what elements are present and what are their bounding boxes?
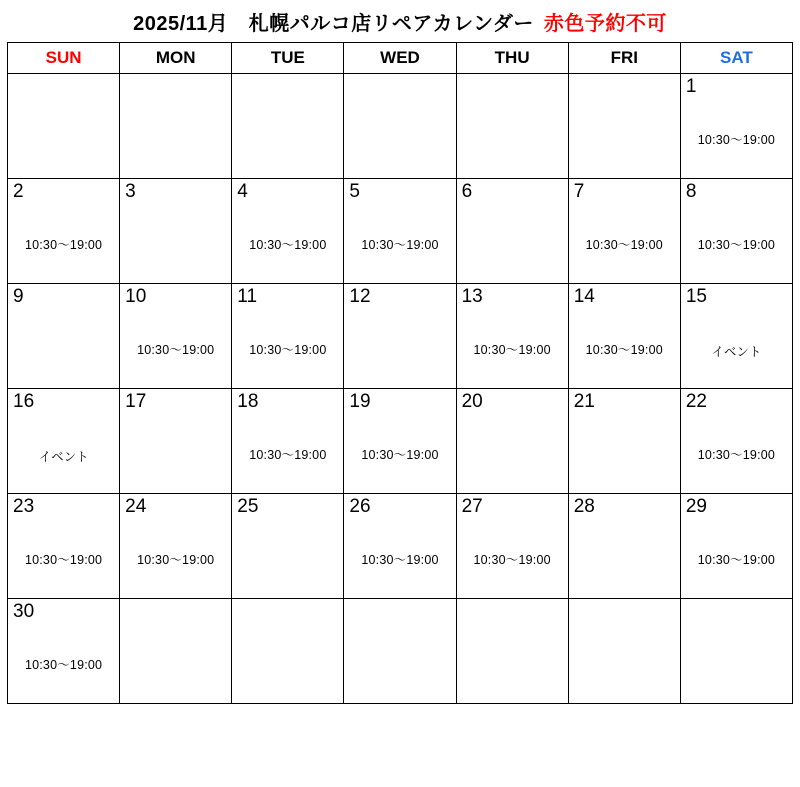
- day-cell-inner: [120, 599, 231, 703]
- day-cell-inner: [8, 179, 119, 283]
- business-hours-label: 10:30〜19:00: [249, 343, 327, 357]
- event-label: イベント: [38, 450, 89, 464]
- business-hours-label: 10:30〜19:00: [137, 343, 215, 357]
- weekday-header-sat: SAT: [680, 43, 792, 74]
- calendar-week-row: [8, 389, 793, 494]
- calendar-day-cell[interactable]: [8, 389, 120, 494]
- day-number: 28: [573, 496, 595, 517]
- day-number: 17: [125, 391, 147, 412]
- calendar-empty-cell: [456, 74, 568, 179]
- calendar-day-cell[interactable]: [344, 284, 456, 389]
- day-cell-inner: [344, 599, 455, 703]
- day-cell-inner: [344, 284, 455, 388]
- day-cell-inner: [344, 179, 455, 283]
- calendar-day-cell[interactable]: [8, 494, 120, 599]
- business-hours-label: 10:30〜19:00: [473, 343, 551, 357]
- business-hours-label: 10:30〜19:00: [361, 553, 439, 567]
- calendar-empty-cell: [568, 74, 680, 179]
- event-label: イベント: [711, 345, 762, 359]
- calendar-day-cell[interactable]: [232, 284, 344, 389]
- day-cell-inner: [232, 179, 343, 283]
- day-cell-inner: [232, 494, 343, 598]
- day-number: 2: [13, 181, 24, 202]
- weekday-header-tue: TUE: [232, 43, 344, 74]
- day-cell-inner: [120, 389, 231, 493]
- calendar-empty-cell: [568, 599, 680, 704]
- day-cell-inner: [232, 599, 343, 703]
- day-number: 1: [685, 76, 697, 97]
- day-number: 12: [349, 286, 371, 307]
- calendar-day-cell[interactable]: [344, 179, 456, 284]
- business-hours-label: 10:30〜19:00: [361, 238, 439, 252]
- day-cell-inner: [457, 284, 568, 388]
- business-hours-label: 10:30〜19:00: [697, 238, 776, 252]
- calendar-day-cell[interactable]: [456, 494, 568, 599]
- day-number: 10: [125, 286, 147, 307]
- day-cell-inner: [457, 179, 568, 283]
- day-number: 11: [237, 286, 258, 307]
- calendar-day-cell[interactable]: [680, 74, 792, 179]
- calendar-day-cell[interactable]: [456, 284, 568, 389]
- calendar-day-cell[interactable]: [456, 179, 568, 284]
- day-number: 27: [461, 496, 483, 517]
- day-number: 18: [237, 391, 259, 412]
- business-hours-label: 10:30〜19:00: [137, 553, 215, 567]
- day-number: 22: [685, 391, 707, 412]
- day-cell-inner: [344, 74, 455, 178]
- calendar-table: [7, 42, 793, 704]
- day-number: 16: [13, 391, 35, 412]
- calendar-day-cell[interactable]: [8, 179, 120, 284]
- weekday-header-wed: WED: [344, 43, 456, 74]
- calendar-week-row: [8, 599, 793, 704]
- calendar-title: [0, 0, 800, 42]
- day-number: 9: [13, 286, 24, 307]
- day-cell-inner: [232, 284, 343, 388]
- day-cell-inner: [457, 74, 568, 178]
- weekday-header-sun: SUN: [8, 43, 120, 74]
- day-number: 4: [237, 181, 248, 202]
- calendar-day-cell[interactable]: [680, 494, 792, 599]
- calendar-day-cell[interactable]: [232, 389, 344, 494]
- calendar-empty-cell: [232, 599, 344, 704]
- calendar-day-cell[interactable]: [120, 179, 232, 284]
- day-cell-inner: [8, 599, 119, 703]
- day-cell-inner: [232, 74, 343, 178]
- day-number: 25: [237, 496, 259, 517]
- business-hours-label: 10:30〜19:00: [249, 238, 327, 252]
- calendar-day-cell[interactable]: [680, 389, 792, 494]
- day-cell-inner: [8, 284, 119, 388]
- day-number: 3: [125, 181, 136, 202]
- calendar-title-note: 赤色予約不可: [543, 12, 667, 35]
- day-cell-inner: [8, 494, 119, 598]
- calendar-day-cell[interactable]: [232, 179, 344, 284]
- calendar-day-cell[interactable]: [344, 389, 456, 494]
- calendar-week-row: [8, 284, 793, 389]
- day-cell-inner: [457, 389, 568, 493]
- business-hours-label: 10:30〜19:00: [585, 238, 663, 252]
- calendar-day-cell[interactable]: [120, 389, 232, 494]
- day-number: 7: [573, 181, 585, 202]
- business-hours-label: 10:30〜19:00: [361, 448, 439, 462]
- calendar-empty-cell: [344, 74, 456, 179]
- business-hours-label: 10:30〜19:00: [697, 133, 776, 147]
- day-cell-inner: [569, 599, 680, 703]
- day-cell-inner: [120, 74, 231, 178]
- day-cell-inner: [457, 599, 568, 703]
- calendar-body: [8, 74, 793, 704]
- weekday-header-thu: THU: [456, 43, 568, 74]
- day-cell-inner: [344, 389, 455, 493]
- calendar-day-cell[interactable]: [8, 599, 120, 704]
- day-cell-inner: [344, 494, 455, 598]
- weekday-header-fri: FRI: [568, 43, 680, 74]
- calendar-day-cell[interactable]: [8, 284, 120, 389]
- calendar-empty-cell: [456, 599, 568, 704]
- day-cell-inner: [569, 284, 680, 388]
- day-cell-inner: [569, 179, 680, 283]
- calendar-title-text: 2025/11月 札幌パルコ店リペアカレンダー: [133, 12, 534, 35]
- calendar-week-row: [8, 74, 793, 179]
- calendar-week-row: [8, 179, 793, 284]
- day-number: 5: [349, 181, 360, 202]
- day-cell-inner: [569, 74, 680, 178]
- day-cell-inner: [120, 494, 231, 598]
- day-number: 29: [685, 496, 707, 517]
- business-hours-label: 10:30〜19:00: [249, 448, 327, 462]
- day-cell-inner: [8, 74, 119, 178]
- business-hours-label: 10:30〜19:00: [697, 553, 776, 567]
- day-number: 24: [125, 496, 147, 517]
- calendar-day-cell[interactable]: [568, 179, 680, 284]
- day-number: 8: [685, 181, 697, 202]
- calendar-empty-cell: [120, 74, 232, 179]
- business-hours-label: 10:30〜19:00: [697, 448, 776, 462]
- day-cell-inner: [120, 179, 231, 283]
- day-number: 13: [461, 286, 483, 307]
- calendar-day-cell[interactable]: [680, 179, 792, 284]
- day-number: 20: [461, 391, 483, 412]
- calendar-empty-cell: [120, 599, 232, 704]
- calendar-day-cell[interactable]: [232, 494, 344, 599]
- calendar-day-cell[interactable]: [568, 389, 680, 494]
- day-cell-inner: [681, 284, 792, 388]
- day-cell-inner: [681, 389, 792, 493]
- calendar-day-cell[interactable]: [120, 284, 232, 389]
- calendar-weekday-header: [8, 43, 793, 74]
- business-hours-label: 10:30〜19:00: [24, 553, 103, 567]
- day-number: 6: [461, 181, 473, 202]
- day-number: 14: [573, 286, 595, 307]
- business-hours-label: 10:30〜19:00: [473, 553, 551, 567]
- day-cell-inner: [569, 389, 680, 493]
- business-hours-label: 10:30〜19:00: [24, 658, 103, 672]
- day-number: 21: [573, 391, 595, 412]
- calendar-empty-cell: [344, 599, 456, 704]
- day-cell-inner: [681, 179, 792, 283]
- business-hours-label: 10:30〜19:00: [24, 238, 103, 252]
- day-cell-inner: [681, 74, 792, 178]
- weekday-header-mon: MON: [120, 43, 232, 74]
- business-hours-label: 10:30〜19:00: [585, 343, 663, 357]
- calendar-day-cell[interactable]: [568, 284, 680, 389]
- day-number: 26: [349, 496, 371, 517]
- day-cell-inner: [457, 494, 568, 598]
- calendar-empty-cell: [680, 599, 792, 704]
- calendar-day-cell[interactable]: [680, 284, 792, 389]
- day-cell-inner: [681, 599, 792, 703]
- day-cell-inner: [232, 389, 343, 493]
- calendar-day-cell[interactable]: [456, 389, 568, 494]
- day-cell-inner: [8, 389, 119, 493]
- day-cell-inner: [120, 284, 231, 388]
- day-number: 15: [685, 286, 707, 307]
- calendar-day-cell[interactable]: [120, 494, 232, 599]
- day-number: 30: [13, 601, 35, 622]
- calendar-day-cell[interactable]: [344, 494, 456, 599]
- day-cell-inner: [681, 494, 792, 598]
- calendar-week-row: [8, 494, 793, 599]
- day-number: 23: [13, 496, 35, 517]
- day-cell-inner: [569, 494, 680, 598]
- calendar-empty-cell: [232, 74, 344, 179]
- day-number: 19: [349, 391, 371, 412]
- calendar-day-cell[interactable]: [568, 494, 680, 599]
- calendar-empty-cell: [8, 74, 120, 179]
